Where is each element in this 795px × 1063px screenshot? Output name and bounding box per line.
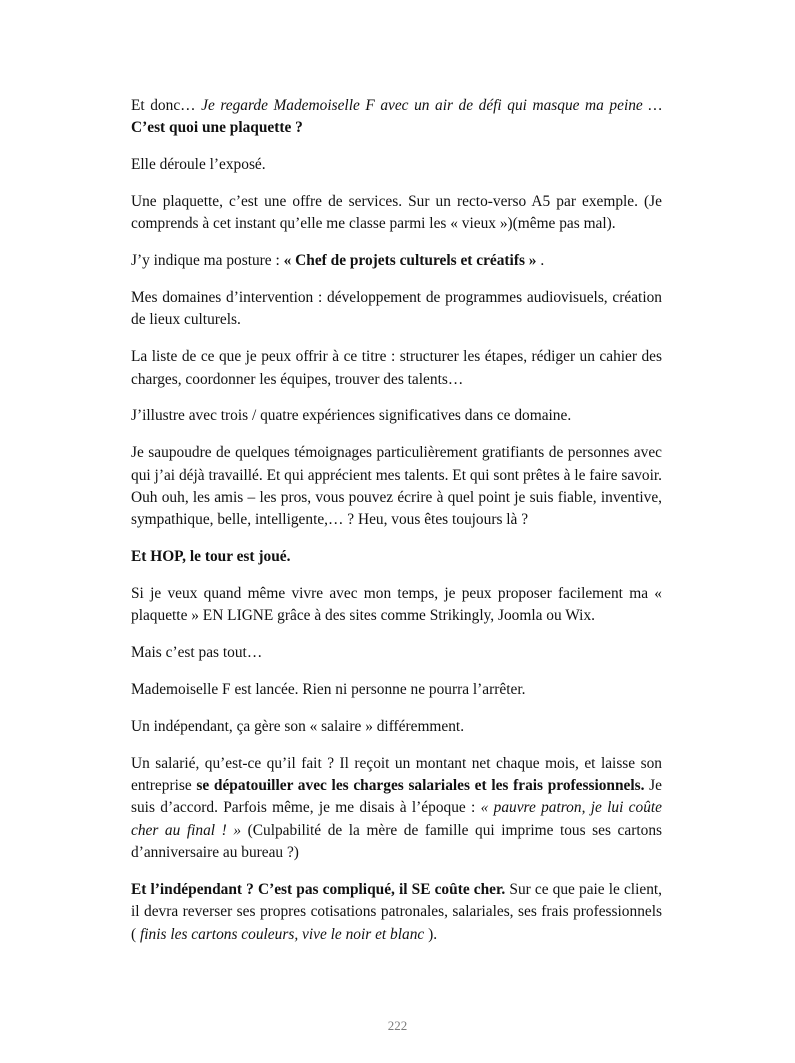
- p14-end: (Culpabilité de la mère de famille qui imprime tous ses cartons d’anniversaire au bureau ?): [131, 821, 663, 862]
- p4-end: .: [536, 252, 545, 270]
- page-body: [131, 95, 662, 961]
- paragraph-2: Elle déroule l’exposé.: [131, 156, 266, 174]
- paragraph-5: Mes domaines d’intervention : développement de programmes audiovisuels, création de lieux culturels.: [131, 289, 662, 329]
- p15-bold-lead: Et l’indépendant ? C’est pas compliqué, il SE coûte cher.: [131, 881, 506, 899]
- p15-middle: Sur ce que paie le client, il devra reverser ses propres cotisations patronales, salariales, ses frais professionnels (: [131, 881, 663, 943]
- paragraph-14: [131, 753, 662, 865]
- paragraph-12: Mademoiselle F est lancée. Rien ni personne ne pourra l’arrêter.: [131, 681, 526, 699]
- paragraph-10: Si je veux quand même vivre avec mon temps, je peux proposer facilement ma « plaquette » EN LIGNE grâce à des sites comme Strikingly, Joomla ou Wix.: [131, 585, 662, 625]
- p14-middle: Je suis d’accord. Parfois même, je me disais à l’époque :: [131, 777, 663, 817]
- p1-italic: Je regarde Mademoiselle F avec un air de défi qui masque ma peine …: [201, 97, 662, 114]
- p14-bold: se dépatouiller avec les charges salariales et les frais professionnels.: [196, 777, 645, 795]
- p1-bold-question: C’est quoi une plaquette ?: [131, 119, 303, 137]
- p14-lead: Un salarié, qu’est-ce qu’il fait ? Il reçoit un montant net chaque mois, et laisse son entreprise: [131, 754, 662, 795]
- p14-italic-quote: « pauvre patron, je lui coûte cher au final ! »: [131, 799, 663, 839]
- paragraph-9-bold: Et HOP, le tour est joué.: [131, 548, 291, 566]
- paragraph-1: [131, 95, 662, 140]
- paragraph-13: Un indépendant, ça gère son « salaire » différemment.: [131, 717, 465, 735]
- paragraph-7: J’illustre avec trois / quatre expériences significatives dans ce domaine.: [131, 407, 572, 425]
- paragraph-15: [131, 879, 662, 946]
- paragraph-3: Une plaquette, c’est une offre de services. Sur un recto-verso A5 par exemple. (Je comprends à cet instant qu’elle me classe parmi les « vieux »)(même pas mal).: [131, 193, 662, 233]
- paragraph-11: Mais c’est pas tout…: [131, 644, 263, 662]
- p15-end: ).: [424, 925, 438, 943]
- p15-italic: finis les cartons couleurs, vive le noir et blanc: [136, 925, 425, 943]
- p1-lead: Et donc…: [131, 97, 202, 114]
- paragraph-4: [131, 250, 662, 272]
- page-number: 222: [387, 1018, 408, 1033]
- paragraph-6: La liste de ce que je peux offrir à ce titre : structurer les étapes, rédiger un cahier des charges, coordonner les équipes, trouver des talents…: [131, 348, 662, 388]
- p4-bold-posture: « Chef de projets culturels et créatifs »: [283, 252, 537, 270]
- paragraph-8: Je saupoudre de quelques témoignages particulièrement gratifiants de personnes avec qui j’ai déjà travaillé. Et qui apprécient mes talents. Et qui sont prêtes à le faire savoir. Ouh ouh, les amis – les pros, vous pouvez écrire à quel point je suis fiable, inventive, sympathique, belle, intelligente,… ? Heu, vous êtes toujours là ?: [131, 444, 662, 529]
- p4-lead: J’y indique ma posture :: [131, 252, 284, 270]
